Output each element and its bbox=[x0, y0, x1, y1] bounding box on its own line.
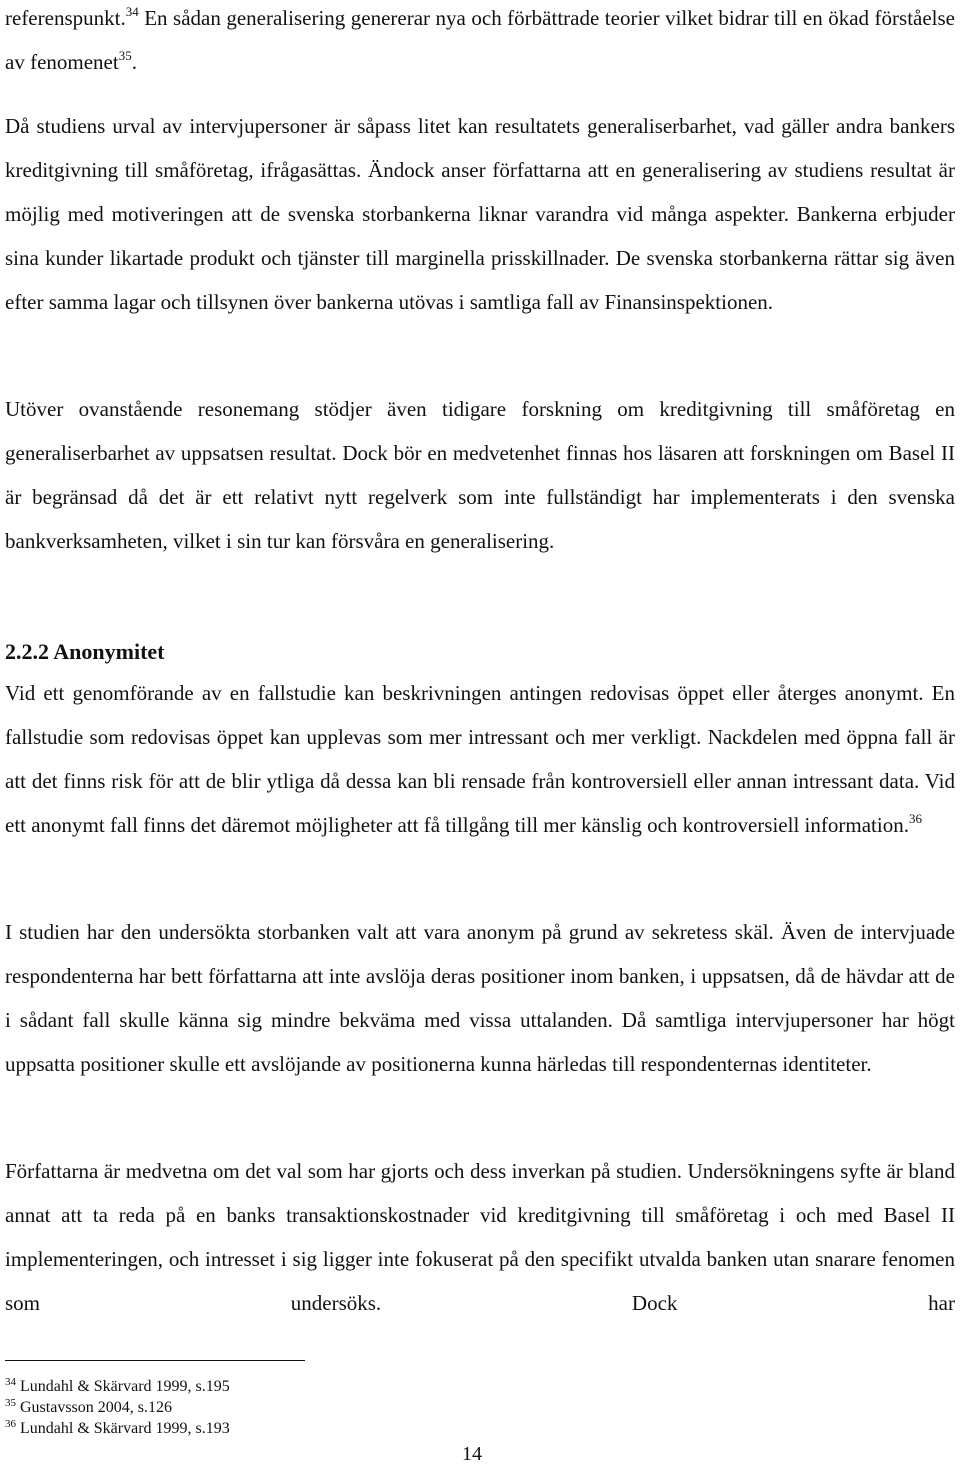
page-number: 14 bbox=[462, 1443, 482, 1465]
footnote-ref-36: 36 bbox=[908, 811, 922, 826]
footnote-36: $^{36}$ Lundahl & Skärvard 1999, s.193 bbox=[5, 1418, 230, 1437]
paragraph-previous-research: Utöver ovanstående resonemang stödjer även tidigare forskning om kreditgivning till småföretag en generaliserbarhet av uppsatsen resultat. Dock bör en medvetenhet finnas hos läsaren att forskningen om Basel II är begränsad då det är ett relativt nytt regelverk som inte fullständigt har implementerats i den svenska bankverksamheten, vilket i sin tur kan försvåra en generalisering. bbox=[5, 397, 955, 553]
footnote-35: $^{35}$ Gustavsson 2004, s.126 bbox=[5, 1397, 173, 1416]
footnote-separator bbox=[5, 1360, 305, 1361]
footnote-ref-34: 34 bbox=[125, 4, 139, 19]
footnote-ref-35: 35 bbox=[118, 48, 132, 63]
paragraph-authors-aware: Författarna är medvetna om det val som har gjorts och dess inverkan på studien. Undersökningens syfte är bland annat att ta reda på en banks transaktionskostnader vid kreditgivning till småföretag i och med Basel II implementeringen, och intresset i sig ligger inte fokuserat på den specifikt utvalda banken utan snarare fenomen som undersöks. Dock har bbox=[5, 1159, 955, 1315]
paragraph-anonymous-bank: I studien har den undersökta storbanken valt att vara anonym på grund av sekretess skäl. Även de intervjuade respondenterna har bett författarna att inte avslöja deras positioner inom banken, i uppsatsen, då de hävdar att de i sådant fall skulle känna sig mindre bekväma med vissa uttalanden. Då samtliga intervjupersoner har högt uppsatta positioner skulle ett avslöjande av positionerna kunna härledas till respondenternas identiteter. bbox=[5, 920, 955, 1076]
section-heading: 2.2.2 Anonymitet bbox=[5, 639, 165, 664]
paragraph-continuation: referenspunkt.$^{34}$ En sådan generalisering genererar nya och förbättrade teorier vilket bidrar till en ökad förståelse av fenomenet$^{35}$. bbox=[5, 4, 955, 74]
paragraph-generalisation: Då studiens urval av intervjupersoner är såpass litet kan resultatets generaliserbarhet, vad gäller andra bankers kreditgivning till småföretag, ifrågasättas. Ändock anser författarna att en generalisering av studiens resultat är möjlig med motiveringen att de svenska storbankerna liknar varandra vid många aspekter. Bankerna erbjuder sina kunder likartade produkt och tjänster till marginella prisskillnader. De svenska storbankerna rättar sig även efter samma lagar och tillsynen över bankerna utövas i samtliga fall av Finansinspektionen. bbox=[5, 114, 955, 314]
paragraph-anonymity: Vid ett genomförande av en fallstudie kan beskrivningen antingen redovisas öppet eller återges anonymt. En fallstudie som redovisas öppet kan upplevas som mer intressant och mer verkligt. Nackdelen med öppna fall är att det finns risk för att de blir ytliga då dessa kan bli rensade från kontroversiell eller annan intressant data. Vid ett anonymt fall finns det däremot möjligheter att få tillgång till mer känslig och kontroversiell information.$^{36}$ bbox=[5, 681, 955, 837]
footnote-34: $^{34}$ Lundahl & Skärvard 1999, s.195 bbox=[5, 1376, 230, 1395]
